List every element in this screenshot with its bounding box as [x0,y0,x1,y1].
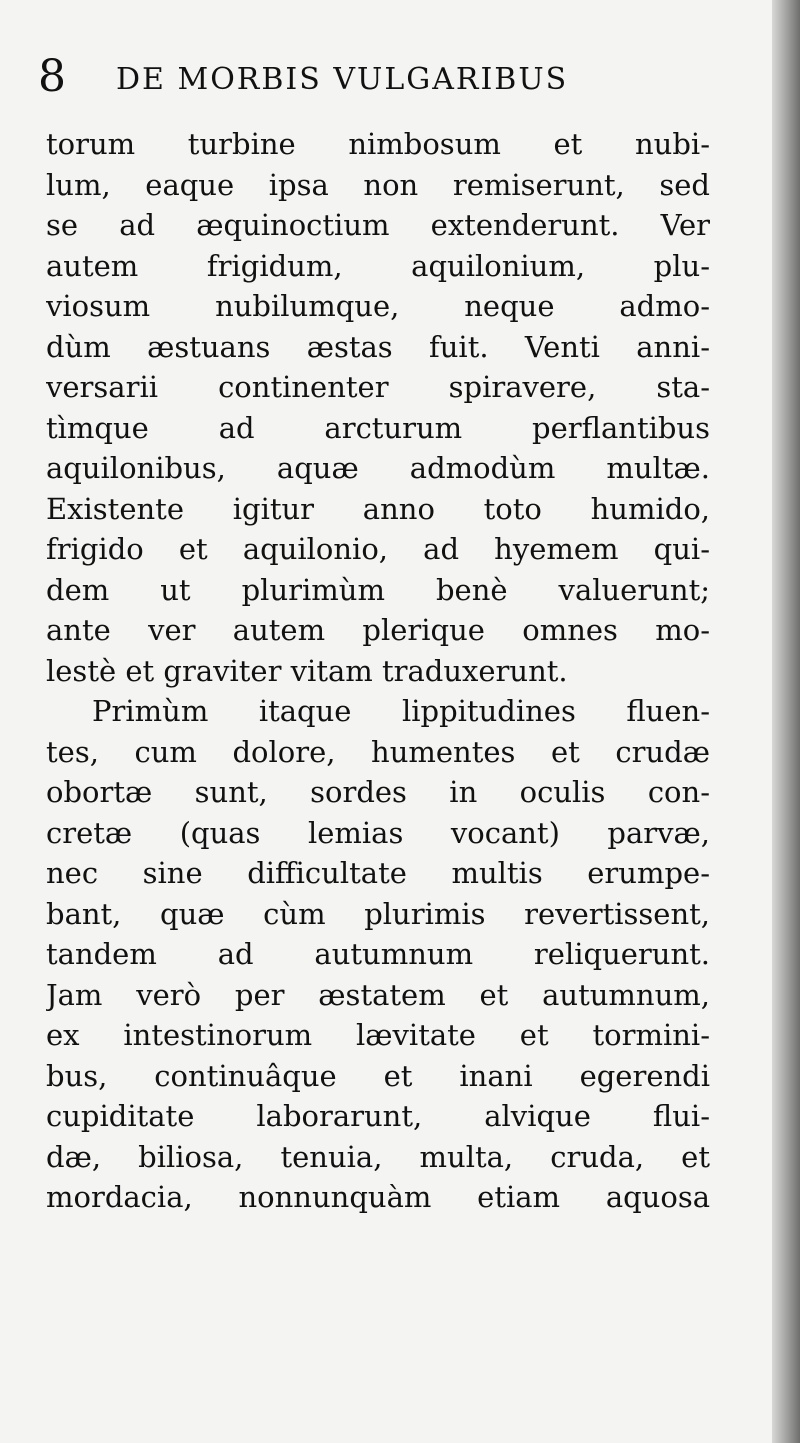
text-line: se ad æquinoctium extenderunt. Ver [46,208,710,242]
page-header [38,52,738,102]
text-line: ex intestinorum lævitate et tormini- [46,1018,710,1052]
text-line: versarii continenter spiravere, sta- [46,370,710,404]
text-line: cretæ (quas lemias vocant) parvæ, [46,815,710,850]
text-line: Primùm itaque lippitudines fluen- [92,694,710,728]
text-line: bus, continuâque et inani egerendi [46,1058,710,1093]
running-head: DE MORBIS VULGARIBUS [116,62,569,97]
text-line: lestè et graviter vitam traduxerunt. [46,653,568,688]
text-line: aquilonibus, aquæ admodùm multæ. [46,451,710,485]
text-line: mordacia, nonnunquàm etiam aquosa [46,1180,710,1214]
text-line: obortæ sunt, sordes in oculis con- [46,775,710,809]
text-line: nec sine difficultate multis erumpe- [46,856,710,890]
text-line: tandem ad autumnum reliquerunt. [46,937,710,971]
body-text [46,124,710,1218]
text-line: Jam verò per æstatem et autumnum, [46,977,710,1012]
text-line: Existente igitur anno toto humido, [46,491,710,526]
page-gutter-shadow [772,0,800,1443]
text-line: bant, quæ cùm plurimis revertissent, [46,896,710,931]
text-line: dùm æstuans æstas fuit. Venti anni- [46,329,710,364]
text-line: lum, eaque ipsa non remiserunt, sed [46,167,710,202]
text-line: autem frigidum, aquilonium, plu- [46,248,710,283]
text-line: dem ut plurimùm benè valuerunt; [46,572,710,607]
text-line: tes, cum dolore, humentes et crudæ [46,734,710,769]
text-line: cupiditate laborarunt, alvique flui- [46,1099,710,1133]
text-line: dæ, biliosa, tenuia, multa, cruda, et [46,1139,710,1174]
text-line: viosum nubilumque, neque admo- [46,289,710,323]
text-line: ante ver autem plerique omnes mo- [46,613,710,647]
text-line: frigido et aquilonio, ad hyemem qui- [46,532,710,566]
text-line: tìmque ad arcturum perflantibus [46,410,710,445]
text-line: torum turbine nimbosum et nubi- [46,127,710,161]
page-number: 8 [38,51,66,102]
